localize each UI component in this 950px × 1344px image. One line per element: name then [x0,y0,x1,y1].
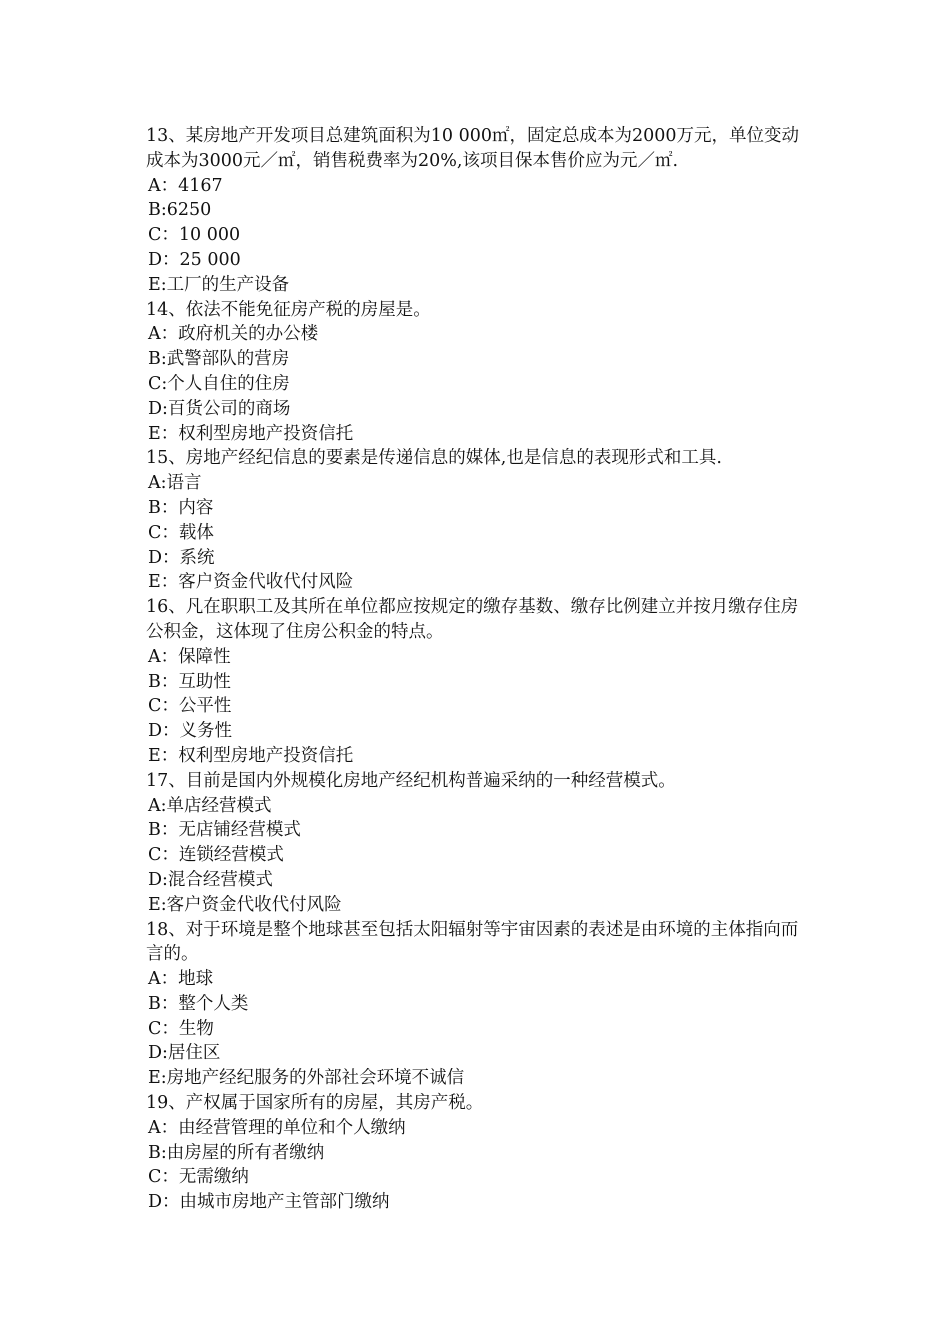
option-c: C：连锁经营模式 [148,845,284,866]
option-a: A:语言 [148,473,202,494]
option-d: D：义务性 [148,721,233,742]
option-e: E：权利型房地产投资信托 [148,745,354,766]
question-list [146,124,810,1215]
option-b: B:由房屋的所有者缴纳 [148,1142,325,1163]
option-b: B：内容 [148,497,214,518]
option-a: A：保障性 [148,646,231,667]
question-17 [146,769,810,918]
question-18 [146,918,810,1092]
question-text: 19、产权属于国家所有的房屋，其房产税。 [146,1093,484,1114]
option-a: A：政府机关的办公楼 [148,324,319,345]
option-c: C:个人自住的住房 [148,373,290,394]
option-d: D:居住区 [148,1043,221,1064]
option-d: D：系统 [148,547,215,568]
option-e: E:房地产经纪服务的外部社会环境不诚信 [148,1068,465,1089]
option-c: C：10 000 [148,225,241,246]
question-15 [146,446,810,595]
option-a: A:单店经营模式 [148,795,272,816]
question-text: 15、房地产经纪信息的要素是传递信息的媒体,也是信息的表现形式和工具. [146,448,722,469]
option-d: D:百货公司的商场 [148,398,291,419]
option-e: E：权利型房地产投资信托 [148,423,354,444]
question-13 [146,124,810,298]
option-a: A：地球 [148,969,214,990]
question-text: 14、依法不能免征房产税的房屋是。 [146,299,431,320]
option-d: D：25 000 [148,249,241,270]
option-b: B:武警部队的营房 [148,349,290,370]
option-a: A：4167 [148,175,223,196]
option-e: E:工厂的生产设备 [148,274,290,295]
option-d: D:混合经营模式 [148,869,273,890]
option-c: C：载体 [148,522,214,543]
question-14 [146,298,810,447]
question-19 [146,1091,810,1215]
option-b: B：整个人类 [148,993,249,1014]
question-text: 18、对于环境是整个地球甚至包括太阳辐射等宇宙因素的表述是由环境的主体指向而言的。 [146,919,799,965]
option-d: D：由城市房地产主管部门缴纳 [148,1192,390,1213]
option-c: C：生物 [148,1018,214,1039]
option-c: C：无需缴纳 [148,1167,249,1188]
question-text: 17、目前是国内外规模化房地产经纪机构普遍采纳的一种经营模式。 [146,770,676,791]
option-b: B：无店铺经营模式 [148,820,301,841]
option-e: E：客户资金代收代付风险 [148,572,354,593]
option-b: B：互助性 [148,671,231,692]
option-a: A：由经营管理的单位和个人缴纳 [148,1117,406,1138]
question-text: 13、某房地产开发项目总建筑面积为10 000㎡，固定总成本为2000万元，单位变动成本为3000元／㎡，销售税费率为20%,该项目保本售价应为元／㎡. [146,126,800,171]
option-c: C：公平性 [148,696,232,717]
question-16 [146,595,810,769]
option-e: E:客户资金代收代付风险 [148,894,342,915]
question-text: 16、凡在职职工及其所在单位都应按规定的缴存基数、缴存比例建立并按月缴存住房公积金，这体现了住房公积金的特点。 [146,597,799,642]
option-b: B:6250 [148,200,212,221]
